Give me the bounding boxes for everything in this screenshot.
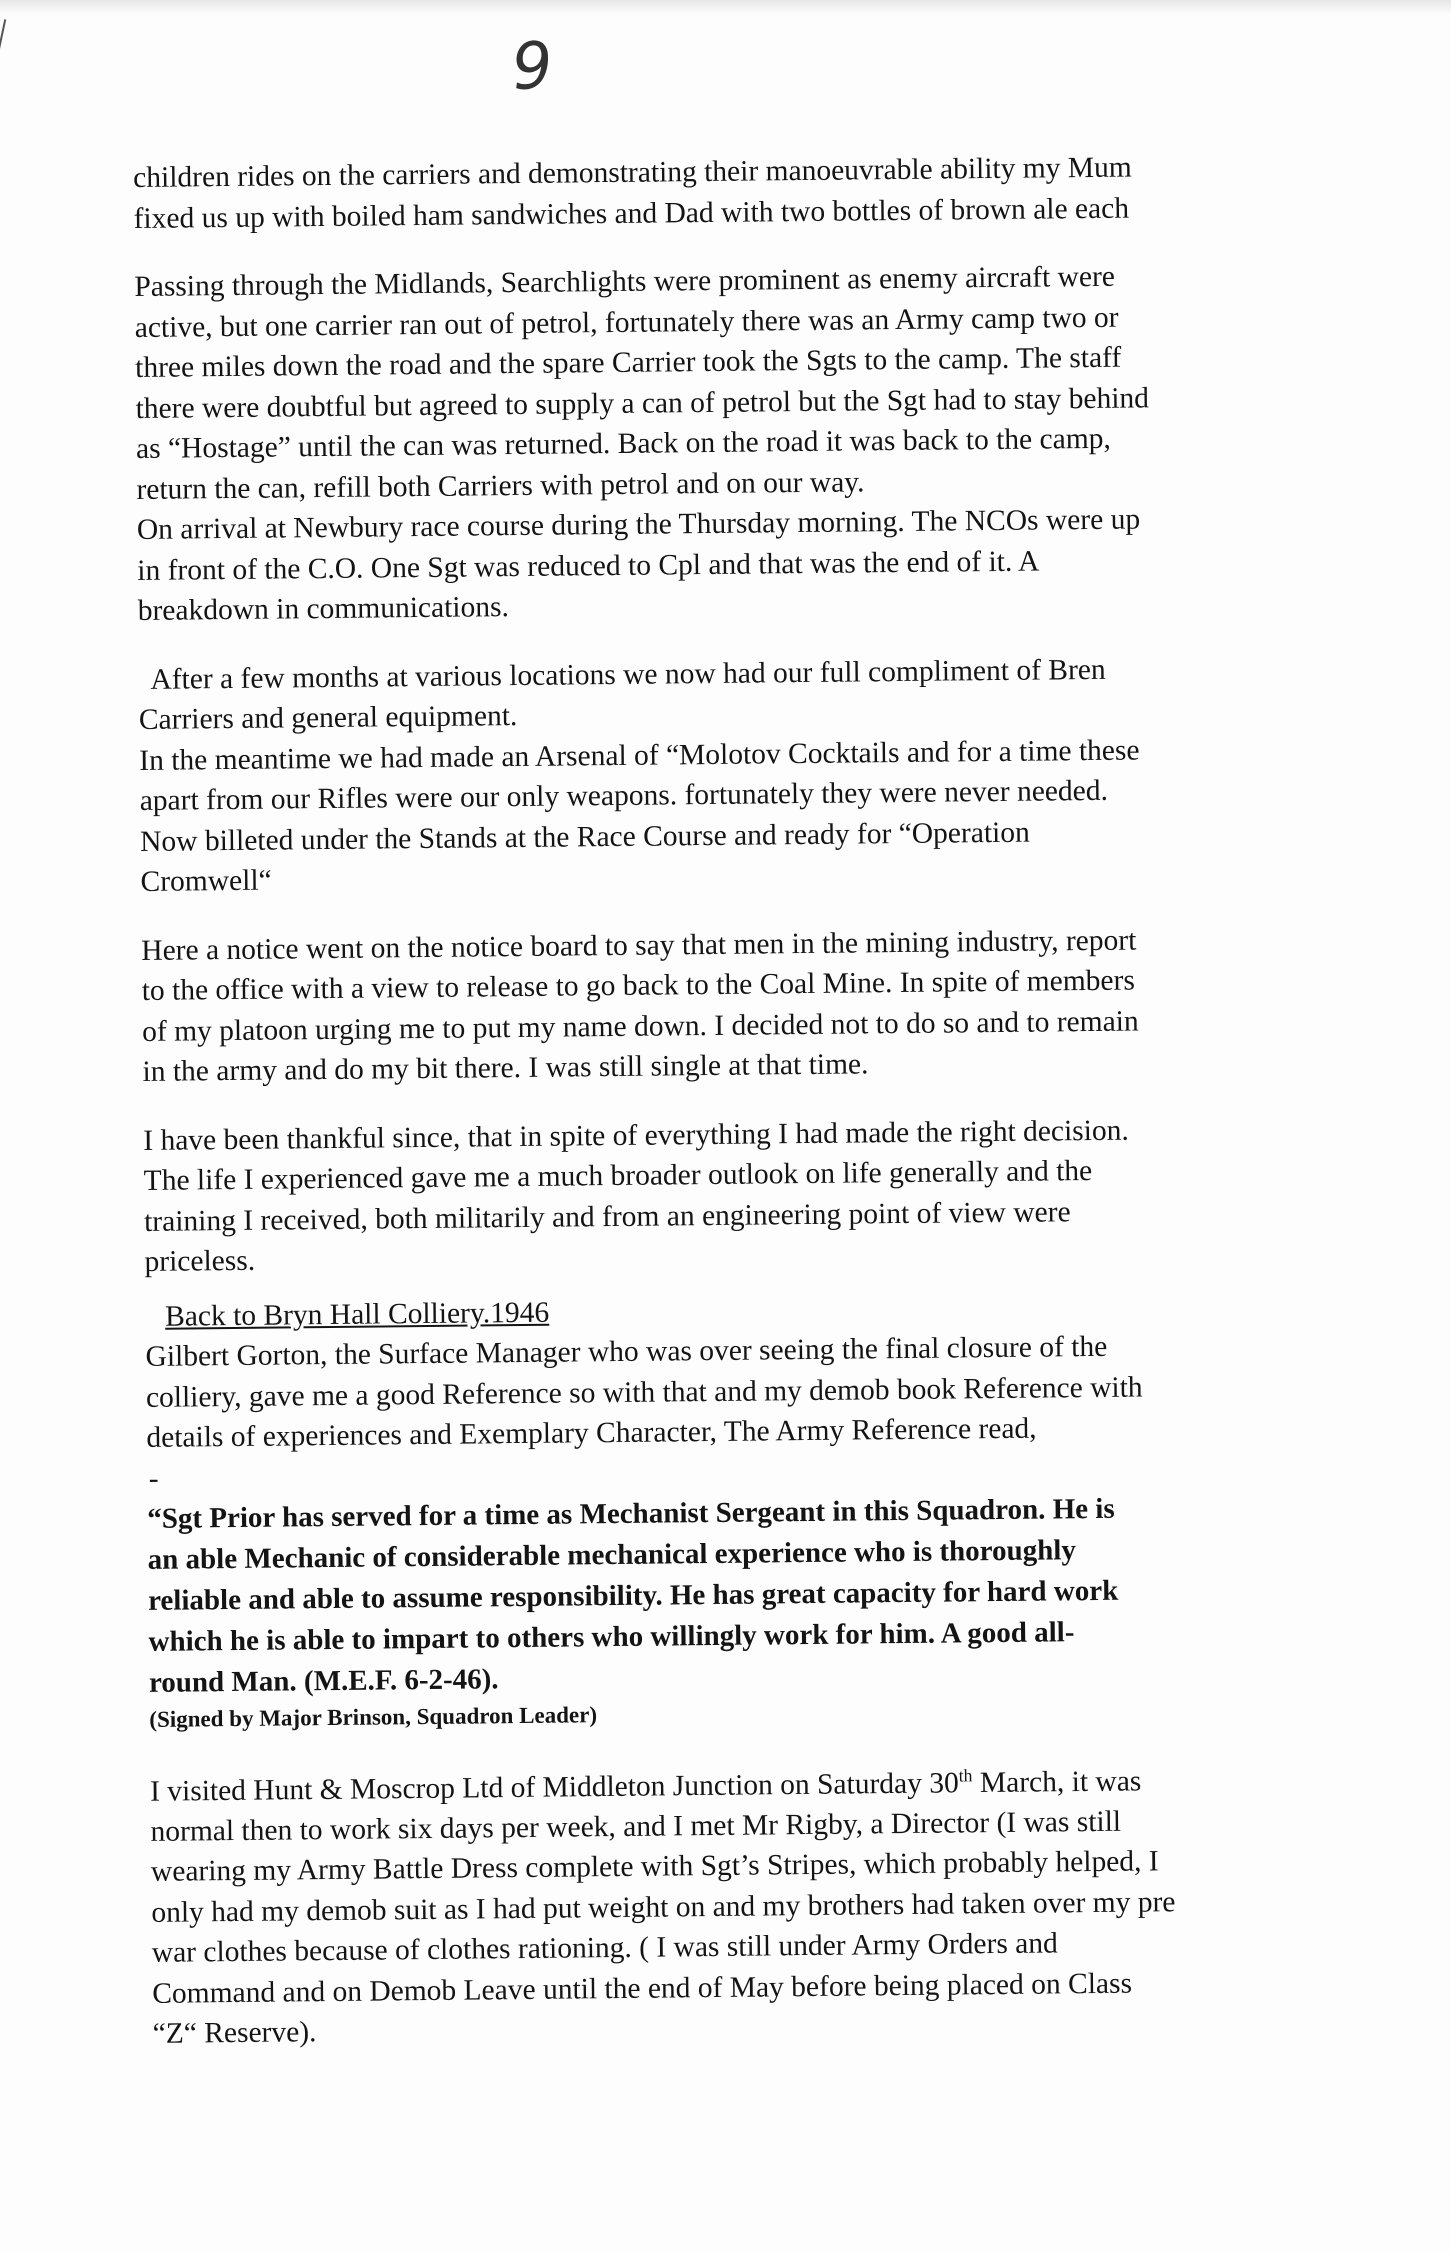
text-line: apart from our Rifles were our only weapons. fortunately they were never needed. — [139, 774, 1109, 817]
text-line: only had my demob suit as I had put weight on and my brothers had taken over my pre — [151, 1886, 1176, 1929]
quote-line: an able Mechanic of considerable mechanical experience who is thoroughly — [147, 1533, 1077, 1576]
section-heading: Back to Bryn Hall Colliery.1946 — [164, 1296, 550, 1333]
quote-line: reliable and able to assume responsibility. He has great capacity for hard work — [147, 1574, 1119, 1617]
text-line: Passing through the Midlands, Searchlights were prominent as enemy aircraft were — [134, 260, 1116, 303]
document-body — [133, 146, 1333, 2055]
dash-mark: - — [148, 1462, 159, 1495]
text-line: priceless. — [144, 1244, 256, 1278]
text-line: The life I experienced gave me a much broader outlook on life generally and the — [143, 1155, 1093, 1197]
paragraph-7 — [141, 918, 1323, 1092]
text-line: I visited Hunt & Moscrop Ltd of Middleton Junction on Saturday 30th March, it was — [149, 1764, 1142, 1808]
paragraph-2 — [134, 255, 1316, 510]
text-line: there were doubtful but agreed to supply a can of petrol but the Sgt had to stay behind — [135, 381, 1150, 425]
text-line: three miles down the road and the spare Carrier took the Sgts to the camp. The staff — [135, 341, 1122, 384]
quote-line: “Sgt Prior has served for a time as Mechanist Sergeant in this Squadron. He is — [147, 1492, 1115, 1535]
corner-pen-mark — [0, 19, 16, 61]
handwritten-page-number: 9 — [509, 28, 556, 106]
paragraph-6 — [140, 809, 1321, 902]
text-line: active, but one carrier ran out of petrol, fortunately there was an Army camp two or — [134, 301, 1119, 344]
text-line: children rides on the carriers and demonstrating their manoeuvrable ability my Mum — [133, 151, 1132, 194]
paragraph-1 — [133, 146, 1314, 239]
text-line: normal then to work six days per week, and I met Mr Rigby, a Director (I was still — [150, 1805, 1122, 1848]
text-line: wearing my Army Battle Dress complete with Sgt’s Stripes, which probably helped, I — [150, 1845, 1159, 1889]
text-line: After a few months at various locations we now had our full compliment of Bren — [150, 653, 1106, 696]
paragraph-5 — [139, 728, 1320, 821]
text-line: On arrival at Newbury race course during the Thursday morning. The NCOs were up — [136, 503, 1141, 546]
text-line: breakdown in communications. — [137, 591, 510, 627]
text-line: in the army and do my bit there. I was still single at that time. — [142, 1048, 869, 1088]
signature-line: (Signed by Major Brinson, Squadron Leader) — [149, 1701, 598, 1732]
text-line: In the meantime we had made an Arsenal of “Molotov Cocktails and for a time these — [139, 733, 1140, 777]
text-line: as “Hostage” until the can was returned. Back on the road it was back to the camp, — [135, 422, 1111, 465]
text-line: Command and on Demob Leave until the end of May before being placed on Class — [152, 1967, 1133, 2010]
paragraph-9 — [145, 1325, 1326, 1459]
paragraph-3 — [137, 498, 1318, 632]
text-line: training I received, both militarily and from an engineering point of view were — [143, 1195, 1071, 1238]
quote-line: which he is able to impart to others who willingly work for him. A good all- — [148, 1615, 1075, 1658]
text-line: details of experiences and Exemplary Character, The Army Reference read, — [146, 1412, 1037, 1454]
text-line: Cromwell“ — [140, 864, 272, 898]
text-line: Now billeted under the Stands at the Race Course and ready for “Operation — [139, 816, 1030, 858]
text-line: fixed us up with boiled ham sandwiches and Dad with two bottles of brown ale each — [133, 192, 1130, 235]
army-reference-quote — [147, 1486, 1329, 1703]
text-line: Carriers and general equipment. — [138, 700, 518, 736]
paragraph-8 — [143, 1108, 1325, 1282]
text-line: of my platoon urging me to put my name down. I decided not to do so and to remain — [141, 1005, 1139, 1048]
text-line: colliery, gave me a good Reference so with that and my demob book Reference with — [145, 1370, 1143, 1414]
text-line: return the can, refill both Carriers with petrol and on our way. — [136, 465, 865, 506]
text-line: Gilbert Gorton, the Surface Manager who was over seeing the final closure of the — [145, 1330, 1108, 1373]
text-line: I have been thankful since, that in spite of everything I had made the right decision. — [143, 1114, 1129, 1157]
ordinal-suffix: th — [958, 1764, 973, 1785]
text-line: war clothes because of clothes rationing. ( I was still under Army Orders and — [151, 1927, 1058, 1970]
text-line: in front of the C.O. One Sgt was reduced to Cpl and that was the end of it. A — [137, 545, 1040, 587]
text-line: Here a notice went on the notice board to say that men in the mining industry, report — [141, 924, 1137, 967]
text-line: to the office with a view to release to go back to the Coal Mine. In spite of members — [141, 964, 1136, 1007]
text-line: “Z“ Reserve). — [152, 2016, 317, 2051]
paragraph-10 — [150, 1751, 1333, 2055]
scan-edge-shadow — [0, 0, 1451, 14]
quote-line: round Man. (M.E.F. 6-2-46). — [148, 1662, 499, 1699]
